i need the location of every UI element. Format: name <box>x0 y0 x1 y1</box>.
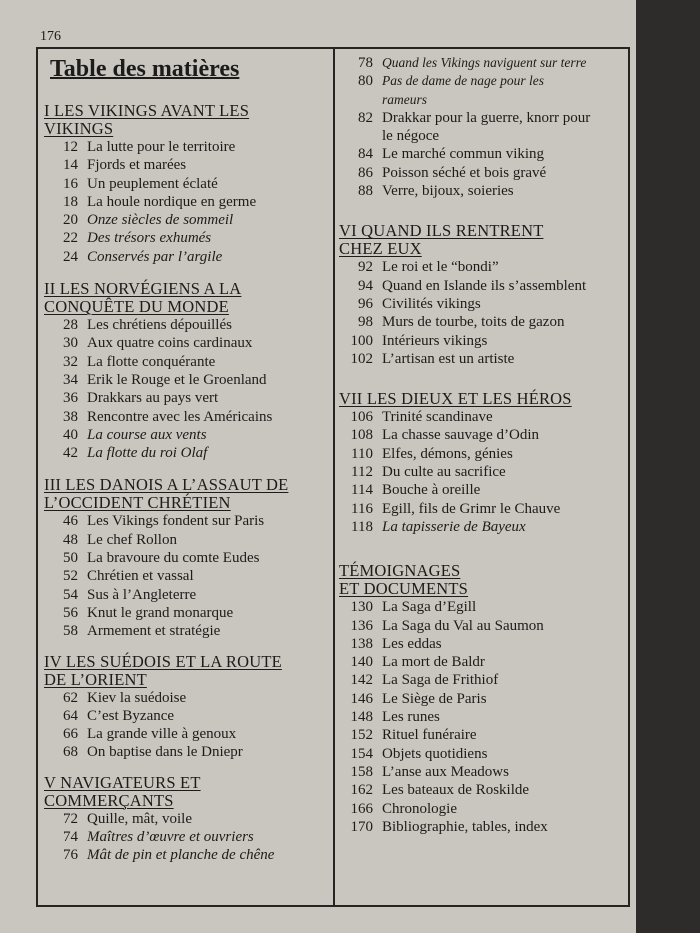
section-7 <box>339 390 628 536</box>
toc-entry[interactable]: 12 La lutte pour le territoire <box>63 139 236 155</box>
toc-entry[interactable]: 170 Bibliographie, tables, index <box>350 818 548 835</box>
toc-entry[interactable]: 140 La mort de Baldr <box>350 654 485 671</box>
section-6 <box>339 222 628 368</box>
toc-entry[interactable]: 106 Trinité scandinave <box>350 409 493 426</box>
section-heading: V NAVIGATEURS ET COMMERÇANTS <box>44 772 201 810</box>
right-column <box>339 50 628 836</box>
toc-entry[interactable]: 50 La bravoure du comte Eudes <box>63 550 260 567</box>
toc-entry[interactable]: 130 La Saga d’Egill <box>350 599 477 616</box>
toc-entry[interactable]: 78 Quand les Vikings naviguent sur terre <box>358 55 587 71</box>
toc-entry[interactable]: 100 Intérieurs vikings <box>350 332 488 349</box>
toc-entry[interactable]: 76 Mât de pin et planche de chêne <box>63 847 275 864</box>
toc-entry[interactable]: 152 Rituel funéraire <box>350 727 477 744</box>
section-heading: VI QUAND ILS RENTRENT CHEZ EUX <box>339 221 544 259</box>
page-title: Table des matières <box>50 56 240 82</box>
section-4 <box>44 653 326 762</box>
section-2 <box>44 280 326 462</box>
toc-entry[interactable]: 162 Les bateaux de Roskilde <box>350 782 530 799</box>
toc-entry[interactable]: 116 Egill, fils de Grimr le Chauve <box>351 500 561 517</box>
toc-entry[interactable]: 166 Chronologie <box>350 800 457 817</box>
toc-entry[interactable]: 142 La Saga de Frithiof <box>350 672 499 689</box>
toc-entry[interactable]: 52 Chrétien et vassal <box>63 568 194 585</box>
toc-entry[interactable]: 18 La houle nordique en germe <box>63 193 257 210</box>
toc-entry[interactable]: 84 Le marché commun viking <box>358 146 545 163</box>
toc-entry[interactable]: 64 C’est Byzance <box>63 707 175 724</box>
toc-entry[interactable]: 146 Le Siège de Paris <box>350 690 487 707</box>
toc-entry[interactable]: 20 Onze siècles de sommeil <box>63 212 234 229</box>
left-column <box>44 50 326 865</box>
page-shadow <box>636 0 700 933</box>
toc-entry[interactable]: 66 La grande ville à genoux <box>63 726 237 743</box>
toc-entry[interactable]: 138 Les eddas <box>350 635 442 652</box>
toc-entry[interactable]: 42 La flotte du roi Olaf <box>63 445 208 462</box>
toc-entry[interactable]: 22 Des trésors exhumés <box>63 230 212 247</box>
toc-entry[interactable]: 110 Elfes, démons, génies <box>351 445 513 462</box>
toc-entry[interactable]: 24 Conservés par l’argile <box>63 248 223 265</box>
toc-entry[interactable]: 154 Objets quotidiens <box>350 745 488 762</box>
toc-entry[interactable]: 56 Knut le grand monarque <box>63 604 234 621</box>
toc-entry[interactable]: 28 Les chrétiens dépouillés <box>63 317 232 334</box>
toc-entry[interactable]: 54 Sus à l’Angleterre <box>63 586 197 603</box>
toc-entry[interactable]: 136 La Saga du Val au Saumon <box>350 617 544 634</box>
section-3 <box>44 476 326 640</box>
toc-entry[interactable]: 40 La course aux vents <box>63 426 207 443</box>
toc-entry[interactable]: 86 Poisson séché et bois gravé <box>358 164 547 181</box>
toc-entry[interactable]: 94 Quand en Islande ils s’assemblent <box>358 277 587 294</box>
toc-entry[interactable]: 48 Le chef Rollon <box>63 531 177 548</box>
toc-entry[interactable]: 148 Les runes <box>350 709 440 726</box>
toc-entry[interactable]: 68 On baptise dans le Dniepr <box>63 744 243 761</box>
section-heading: I LES VIKINGS AVANT LES VIKINGS <box>44 101 250 138</box>
toc-entry[interactable]: 112 Du culte au sacrifice <box>351 464 506 481</box>
toc-entry[interactable]: 158 L’anse aux Meadows <box>350 763 509 780</box>
toc-entry[interactable]: 80 Pas de dame de nage pour les rameurs <box>358 73 544 107</box>
toc-entry[interactable]: 32 La flotte conquérante <box>63 353 216 370</box>
section-heading: III LES DANOIS A L’ASSAUT DE L’OCCIDENT CHRÉTIEN <box>44 475 289 513</box>
toc-entry[interactable]: 88 Verre, bijoux, soieries <box>358 183 514 200</box>
section-5 <box>44 774 326 865</box>
toc-entry[interactable]: 16 Un peuplement éclaté <box>63 175 218 192</box>
toc-entry[interactable]: 58 Armement et stratégie <box>63 623 221 640</box>
toc-entry[interactable]: 108 La chasse sauvage d’Odin <box>350 427 540 444</box>
toc-entry[interactable]: 74 Maîtres d’œuvre et ouvriers <box>63 829 254 846</box>
toc-entry[interactable]: 92 Le roi et le “bondi” <box>358 259 499 276</box>
section-1 <box>44 102 326 266</box>
toc-entry[interactable]: 114 Bouche à oreille <box>351 482 481 499</box>
toc-entry[interactable]: 38 Rencontre avec les Américains <box>63 408 273 425</box>
toc-entry[interactable]: 30 Aux quatre coins cardinaux <box>63 335 253 352</box>
toc-entry[interactable]: 82 Drakkar pour la guerre, knorr pour le négoce <box>358 109 591 145</box>
toc-entry[interactable]: 118 La tapisserie de Bayeux <box>351 518 526 535</box>
section-heading: VII LES DIEUX ET LES HÉROS <box>339 389 572 409</box>
section-heading: II LES NORVÉGIENS A LA CONQUÊTE DU MONDE <box>44 279 242 317</box>
page-number: 176 <box>40 29 61 44</box>
toc-entry[interactable]: 96 Civilités vikings <box>358 295 481 312</box>
toc-entry[interactable]: 62 Kiev la suédoise <box>63 689 187 706</box>
toc-entry[interactable]: 98 Murs de tourbe, toits de gazon <box>358 314 565 331</box>
toc-entry[interactable]: 102 L’artisan est un artiste <box>350 350 515 367</box>
continued-entries <box>339 54 628 200</box>
toc-entry[interactable]: 36 Drakkars au pays vert <box>63 390 219 407</box>
section-temoignages <box>339 562 628 836</box>
toc-entry[interactable]: 14 Fjords et marées <box>63 157 187 174</box>
column-divider <box>333 48 335 906</box>
section-heading: TÉMOIGNAGES ET DOCUMENTS <box>339 561 469 599</box>
toc-entry[interactable]: 34 Erik le Rouge et le Groenland <box>63 371 267 388</box>
toc-entry[interactable]: 46 Les Vikings fondent sur Paris <box>63 513 265 530</box>
section-heading: IV LES SUÉDOIS ET LA ROUTE DE L’ORIENT <box>44 651 282 689</box>
toc-entry[interactable]: 72 Quille, mât, voile <box>63 810 192 827</box>
